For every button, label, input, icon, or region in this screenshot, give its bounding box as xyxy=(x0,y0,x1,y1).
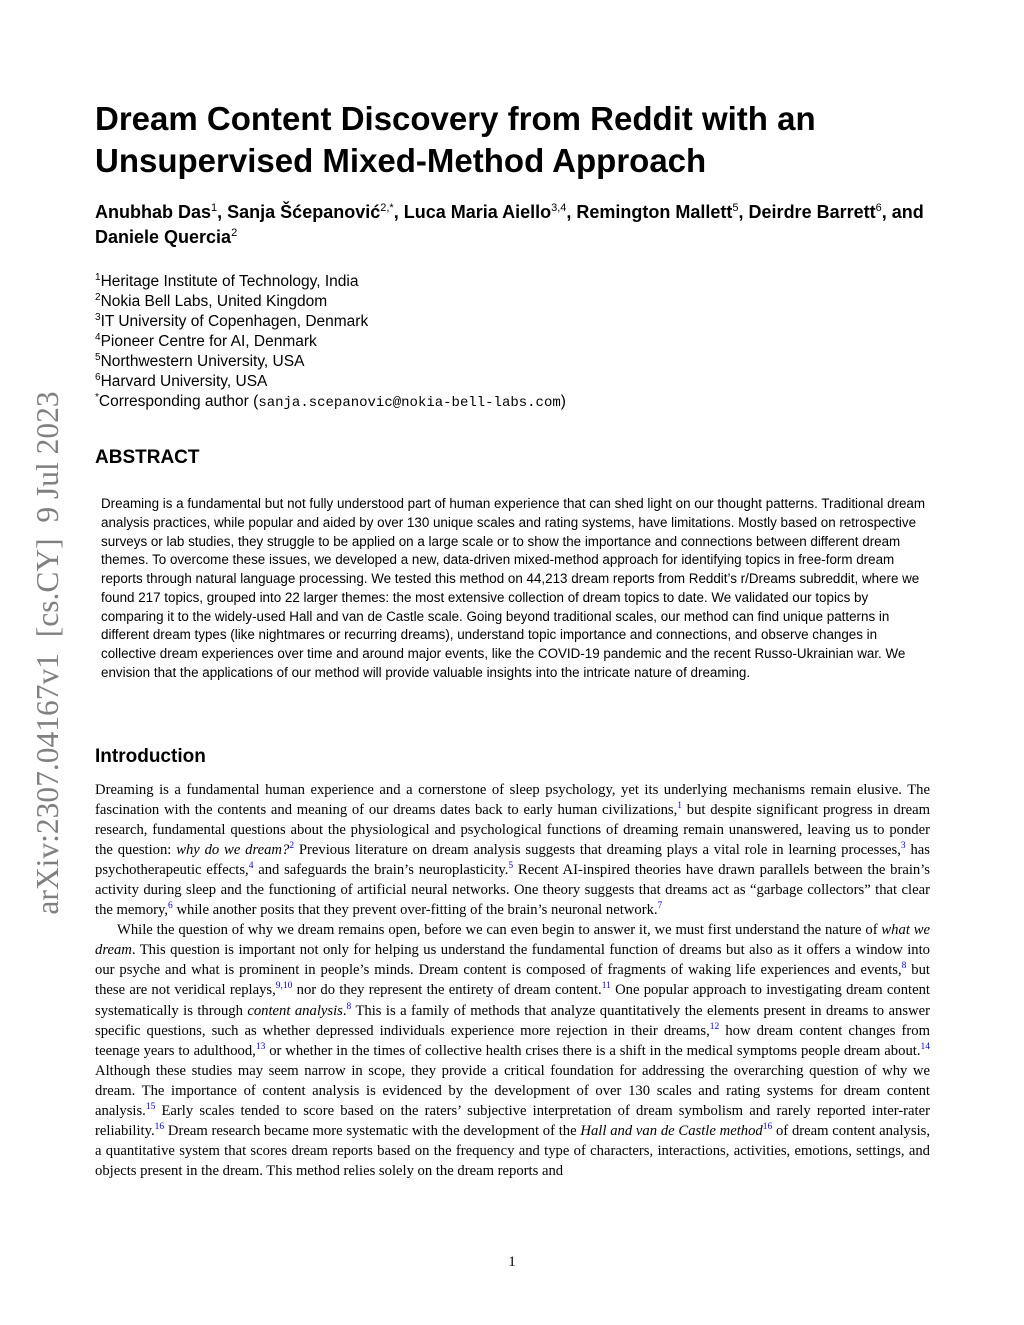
citation-ref: 14 xyxy=(920,1041,930,1052)
author-affiliation-mark: 2 xyxy=(231,227,238,239)
author-affiliation-mark: 6 xyxy=(875,202,882,214)
affiliation-mark: 4 xyxy=(95,332,101,343)
introduction-heading: Introduction xyxy=(95,746,206,767)
affiliation-text: IT University of Copenhagen, Denmark xyxy=(100,313,369,330)
author-name: Sanja Šćepanović xyxy=(227,202,381,222)
text-run: nor do they represent the entirety of dream content. xyxy=(292,982,602,999)
citation-ref: 12 xyxy=(709,1021,720,1032)
author-affiliation-mark: 3,4 xyxy=(551,202,567,214)
author-separator: , and xyxy=(881,202,924,222)
author-separator: , xyxy=(393,202,404,222)
emphasis: what we dream xyxy=(95,922,930,959)
text-run: while another posits that they prevent over-fitting of the brain’s neuronal network. xyxy=(172,902,658,919)
text-run: Previous literature on dream analysis suggests that dreaming plays a vital role in learning processes, xyxy=(294,842,901,859)
citation-ref: 8 xyxy=(901,961,907,972)
introduction-paragraph-1 xyxy=(95,780,930,920)
affiliation-text: Harvard University, USA xyxy=(100,373,268,390)
author-name: Anubhab Das xyxy=(95,202,212,222)
citation-ref: 7 xyxy=(657,901,663,912)
corresponding-mark: * xyxy=(95,392,99,403)
affiliation-text: Northwestern University, USA xyxy=(100,353,305,370)
introduction-paragraph-2 xyxy=(95,920,930,1181)
text-run: Although these studies may seem narrow in scope, they provide a critical foundation for addressing the overarching question of why we dream. The importance of content analysis is evidenced by the development of over 130 scales and rating systems for dream content analysis. xyxy=(95,1062,930,1119)
affiliation-line xyxy=(95,372,955,392)
affiliation-mark: 2 xyxy=(95,292,101,303)
arxiv-stamp xyxy=(20,375,70,930)
author-separator: , xyxy=(217,202,228,222)
affiliation-mark: 1 xyxy=(95,272,101,283)
affiliation-text: Heritage Institute of Technology, India xyxy=(100,273,359,290)
author-separator: , xyxy=(738,202,749,222)
corresponding-suffix: ) xyxy=(560,393,566,410)
author-affiliation-mark: 2,* xyxy=(380,202,394,214)
text-run: Dreaming is a fundamental human experience and a cornerstone of sleep psychology, yet its underlying mechanisms remain elusive. The fascination with the contents and meaning of our dreams dates back to early human civilizations, xyxy=(95,782,930,819)
text-run: how dream content changes from teenage years to adulthood, xyxy=(95,1022,930,1059)
introduction-body xyxy=(95,780,930,1181)
text-run: or whether in the times of collective health crises there is a shift in the medical symptoms people dream about. xyxy=(265,1042,921,1059)
emphasis: why do we dream? xyxy=(176,842,290,859)
paper-title: Dream Content Discovery from Reddit with an Unsupervised Mixed-Method Approach xyxy=(95,100,816,179)
text-run: but these are not veridical replays, xyxy=(95,962,931,999)
text-run: . xyxy=(342,1002,347,1019)
author-affiliation-mark: 1 xyxy=(211,202,218,214)
text-run: . This question is important not only for helping us understand the fundamental function of dreams but also as it offers a window into our psyche and what is prominent in people’s minds. Dream content is composed of fragments of waking life experiences and events, xyxy=(95,942,930,979)
emphasis: Hall and van de Castle method xyxy=(580,1122,763,1139)
text-run: This is a family of methods that analyze quantitatively the elements present in dreams to answer specific questions, such as whether depressed individuals experience more rejection in their dreams, xyxy=(95,1002,930,1039)
text-run: but despite significant progress in dream research, fundamental questions about the physiological and psychological functions of dreaming remain unanswered, leaving us to ponder the question: xyxy=(95,802,931,859)
citation-ref: 4 xyxy=(248,861,254,872)
citation-ref: 15 xyxy=(145,1101,156,1112)
author-separator: , xyxy=(566,202,577,222)
affiliation-mark: 6 xyxy=(95,372,101,383)
text-run: Early scales tended to score based on the raters’ subjective interpretation of dream symbolism and rarely reported inter-rater reliability. xyxy=(95,1102,930,1139)
affiliation-text: Nokia Bell Labs, United Kingdom xyxy=(100,293,328,310)
citation-ref: 13 xyxy=(255,1041,266,1052)
corresponding-email: sanja.scepanovic@nokia-bell-labs.com xyxy=(258,395,561,411)
citation-ref: 8 xyxy=(346,1001,352,1012)
author-list xyxy=(95,200,955,250)
arxiv-stamp-text: arXiv:2307.04167v1 [cs.CY] 9 Jul 2023 xyxy=(30,391,65,915)
page-number: 1 xyxy=(508,1254,516,1270)
affiliation-line xyxy=(95,332,955,352)
affiliation-line xyxy=(95,292,955,312)
text-run: Recent AI-inspired theories have drawn parallels between the brain’s activity during sleep and the functioning of artificial neural networks. One theory suggests that dreams act as “garbage collectors” that clear the memory, xyxy=(95,862,930,919)
affiliation-text: Pioneer Centre for AI, Denmark xyxy=(100,333,317,350)
author-name: Daniele Quercia xyxy=(95,227,232,247)
author-name: Remington Mallett xyxy=(576,202,733,222)
citation-ref: 11 xyxy=(601,981,611,992)
corresponding-prefix: Corresponding author ( xyxy=(98,393,259,410)
affiliation-mark: 5 xyxy=(95,352,101,363)
citation-ref: 2 xyxy=(289,841,295,852)
affiliation-line xyxy=(95,352,955,372)
text-run: of dream content analysis, a quantitative system that scores dream reports based on the frequency and type of characters, interactions, activities, emotions, settings, and objects present in the dream. This method relies solely on the dream reports and xyxy=(95,1122,930,1179)
citation-ref: 6 xyxy=(168,901,173,912)
emphasis: content analysis xyxy=(247,1002,343,1019)
citation-ref: 3 xyxy=(900,841,906,852)
affiliations xyxy=(95,272,955,413)
text-run: Dream research became more systematic with the development of the xyxy=(164,1122,581,1139)
affiliation-line xyxy=(95,312,955,332)
text-run: While the question of why we dream remains open, before we can even begin to answer it, we must first understand the nature of xyxy=(117,922,882,939)
text-run: has psychotherapeutic effects, xyxy=(95,842,931,879)
citation-ref: 16 xyxy=(762,1121,773,1132)
citation-ref: 16 xyxy=(154,1121,165,1132)
abstract-heading: ABSTRACT xyxy=(95,447,200,468)
author-name: Luca Maria Aiello xyxy=(403,202,552,222)
citation-ref: 1 xyxy=(677,801,683,812)
author-affiliation-mark: 5 xyxy=(732,202,739,214)
citation-ref: 5 xyxy=(508,861,514,872)
text-run: One popular approach to investigating dream content systematically is through xyxy=(95,982,930,1019)
author-name: Deirdre Barrett xyxy=(748,202,876,222)
affiliation-line xyxy=(95,272,955,292)
affiliation-mark: 3 xyxy=(95,312,101,323)
corresponding-author-line xyxy=(95,392,955,413)
citation-ref: 9,10 xyxy=(275,981,293,992)
abstract-text: Dreaming is a fundamental but not fully understood part of human experience that can shed light on our thought patterns. Traditional dream analysis practices, while popular and aided by over 130 unique scales and rating systems, have limitations. Mostly based on retrospective surveys or lab studies, they struggle to be applied on a large scale or to show the importance and connections between different dream themes. To overcome these issues, we developed a new, data-driven mixed-method approach for identifying topics in free-form dream reports through natural language processing. We tested this method on 44,213 dream reports from Reddit’s r/Dreams subreddit, where we found 217 topics, grouped into 22 larger themes: the most extensive collection of dream topics to date. We validated our topics by comparing it to the widely-used Hall and van de Castle scale. Going beyond traditional scales, our method can find unique patterns in different dream types (like nightmares or recurring dreams), understand topic importance and connections, and observe changes in collective dream experiences over time and around major events, like the COVID-19 pandemic and the recent Russo-Ukrainian war. We envision that the applications of our method will provide valuable insights into the intricate nature of dreaming. xyxy=(101,496,926,680)
text-run: and safeguards the brain’s neuroplasticity. xyxy=(253,862,509,879)
